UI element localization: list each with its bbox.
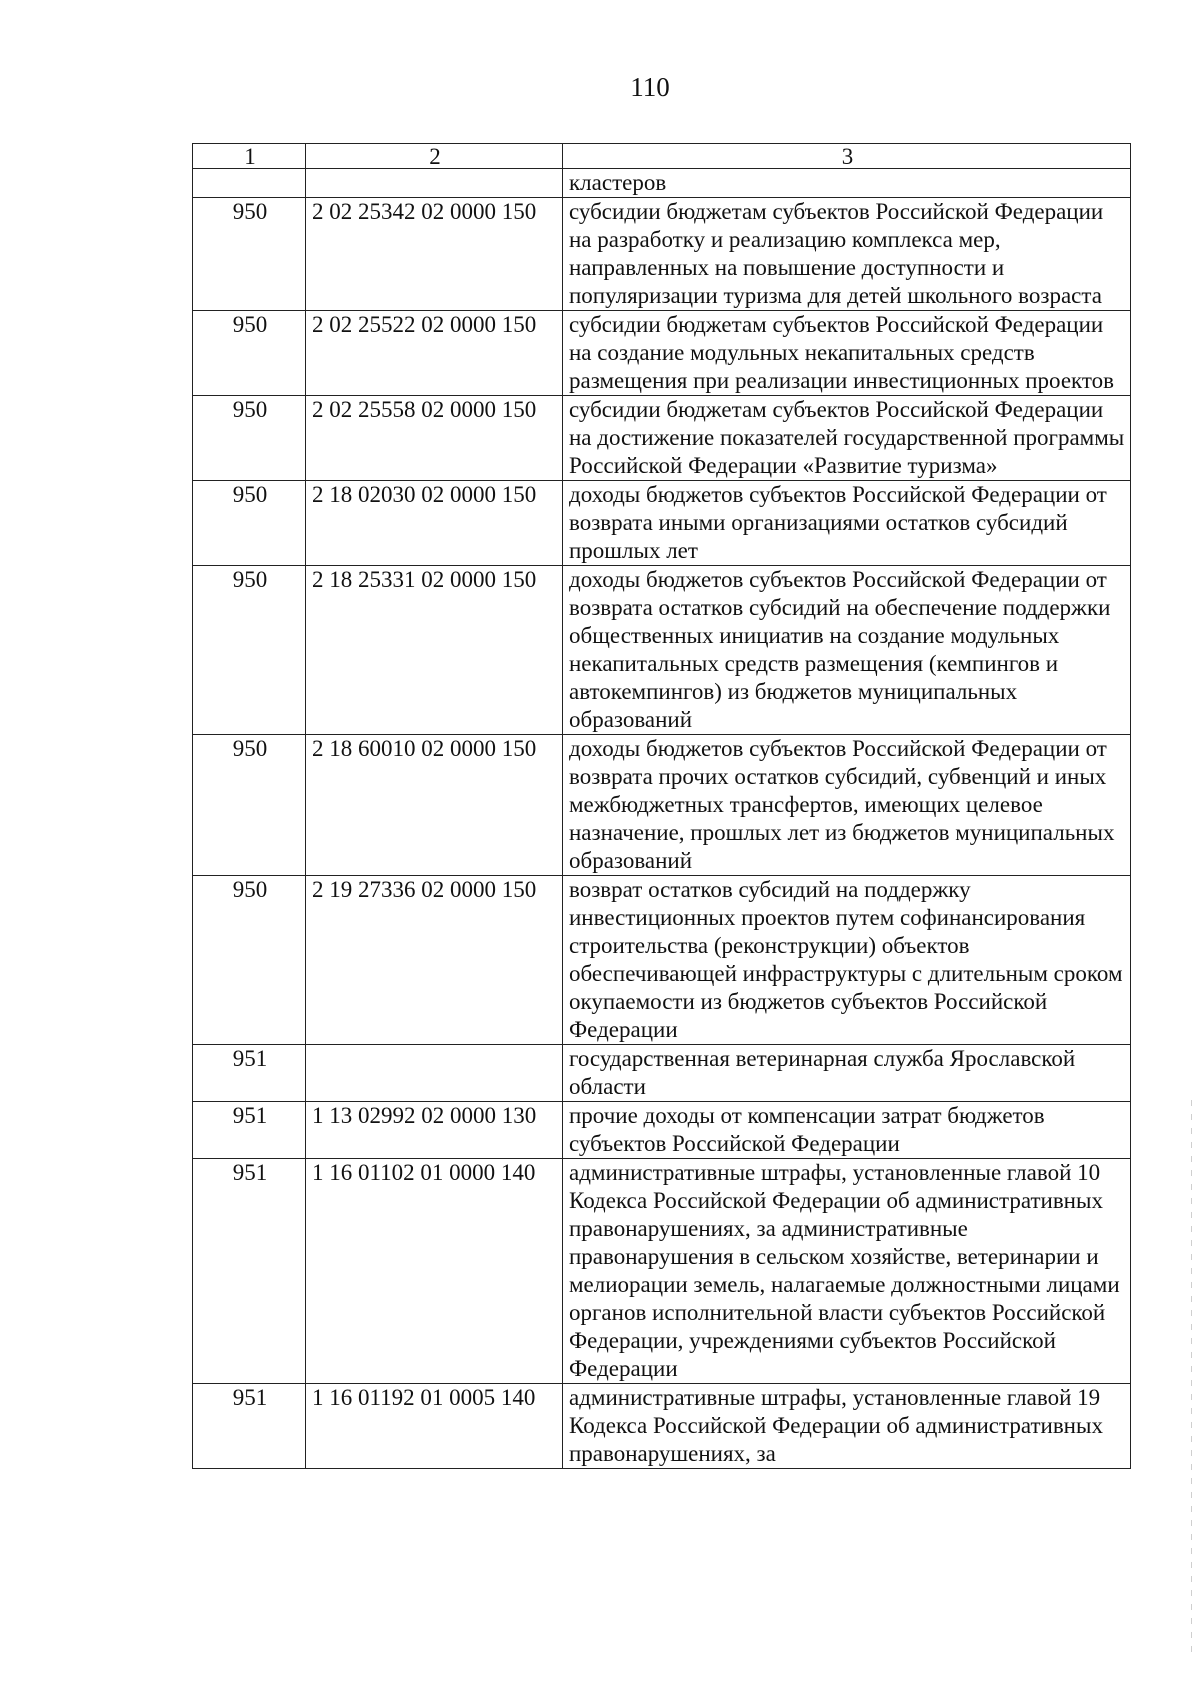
kbk-code-cell: 1 16 01102 01 0000 140 — [306, 1159, 563, 1384]
description-cell: субсидии бюджетам субъектов Российской Федерации на разработку и реализацию комплекса мер, направленных на повышение доступности и популяризации туризма для детей школьного возраста — [563, 198, 1131, 311]
admin-code-cell: 951 — [193, 1159, 306, 1384]
table-header-row — [193, 144, 1131, 169]
admin-code-cell: 950 — [193, 735, 306, 876]
kbk-code-cell: 2 18 25331 02 0000 150 — [306, 566, 563, 735]
kbk-code-cell — [306, 1045, 563, 1102]
header-cell-1: 1 — [193, 144, 306, 169]
description-cell: доходы бюджетов субъектов Российской Федерации от возврата иными организациями остатков субсидий прошлых лет — [563, 481, 1131, 566]
admin-code-cell: 950 — [193, 311, 306, 396]
description-cell: субсидии бюджетам субъектов Российской Федерации на достижение показателей государственной программы Российской Федерации «Развитие туризма» — [563, 396, 1131, 481]
revenue-codes-table — [192, 143, 1131, 1469]
kbk-code-cell: 2 02 25558 02 0000 150 — [306, 396, 563, 481]
scan-edge-artifact — [1191, 1100, 1192, 1660]
table-row — [193, 169, 1131, 198]
table-row — [193, 198, 1131, 311]
admin-code-cell: 950 — [193, 566, 306, 735]
table-row — [193, 1159, 1131, 1384]
table-row — [193, 735, 1131, 876]
admin-code-cell: 950 — [193, 481, 306, 566]
description-cell: доходы бюджетов субъектов Российской Федерации от возврата остатков субсидий на обеспечение поддержки общественных инициатив на создание модульных некапитальных средств размещения (кемпингов и автокемпингов) из бюджетов муниципальных образований — [563, 566, 1131, 735]
page-number: 110 — [630, 72, 670, 102]
table-row — [193, 481, 1131, 566]
table-row — [193, 1102, 1131, 1159]
description-cell: кластеров — [563, 169, 1131, 198]
table-row — [193, 1384, 1131, 1469]
admin-code-cell: 951 — [193, 1384, 306, 1469]
kbk-code-cell — [306, 169, 563, 198]
table-row — [193, 566, 1131, 735]
description-cell: административные штрафы, установленные главой 10 Кодекса Российской Федерации об административных правонарушениях, за административные правонарушения в сельском хозяйстве, ветеринарии и мелиорации земель, налагаемые должностными лицами органов исполнительной власти субъектов Российской Федерации, учреждениями субъектов Российской Федерации — [563, 1159, 1131, 1384]
description-cell: субсидии бюджетам субъектов Российской Федерации на создание модульных некапитальных средств размещения при реализации инвестиционных проектов — [563, 311, 1131, 396]
admin-code-cell: 951 — [193, 1045, 306, 1102]
admin-code-cell: 950 — [193, 396, 306, 481]
table-row — [193, 876, 1131, 1045]
description-cell: возврат остатков субсидий на поддержку инвестиционных проектов путем софинансирования строительства (реконструкции) объектов обеспечивающей инфраструктуры с длительным сроком окупаемости из бюджетов субъектов Российской Федерации — [563, 876, 1131, 1045]
description-cell: административные штрафы, установленные главой 19 Кодекса Российской Федерации об административных правонарушениях, за — [563, 1384, 1131, 1469]
table-row — [193, 396, 1131, 481]
admin-code-cell: 951 — [193, 1102, 306, 1159]
kbk-code-cell: 1 16 01192 01 0005 140 — [306, 1384, 563, 1469]
kbk-code-cell: 2 19 27336 02 0000 150 — [306, 876, 563, 1045]
table-row — [193, 1045, 1131, 1102]
description-cell: государственная ветеринарная служба Ярославской области — [563, 1045, 1131, 1102]
kbk-code-cell: 2 02 25342 02 0000 150 — [306, 198, 563, 311]
kbk-code-cell: 2 02 25522 02 0000 150 — [306, 311, 563, 396]
header-cell-3: 3 — [563, 144, 1131, 169]
kbk-code-cell: 2 18 60010 02 0000 150 — [306, 735, 563, 876]
admin-code-cell — [193, 169, 306, 198]
kbk-code-cell: 2 18 02030 02 0000 150 — [306, 481, 563, 566]
admin-code-cell: 950 — [193, 198, 306, 311]
description-cell: доходы бюджетов субъектов Российской Федерации от возврата прочих остатков субсидий, субвенций и иных межбюджетных трансфертов, имеющих целевое назначение, прошлых лет из бюджетов муниципальных образований — [563, 735, 1131, 876]
description-cell: прочие доходы от компенсации затрат бюджетов субъектов Российской Федерации — [563, 1102, 1131, 1159]
admin-code-cell: 950 — [193, 876, 306, 1045]
kbk-code-cell: 1 13 02992 02 0000 130 — [306, 1102, 563, 1159]
table-row — [193, 311, 1131, 396]
header-cell-2: 2 — [306, 144, 563, 169]
